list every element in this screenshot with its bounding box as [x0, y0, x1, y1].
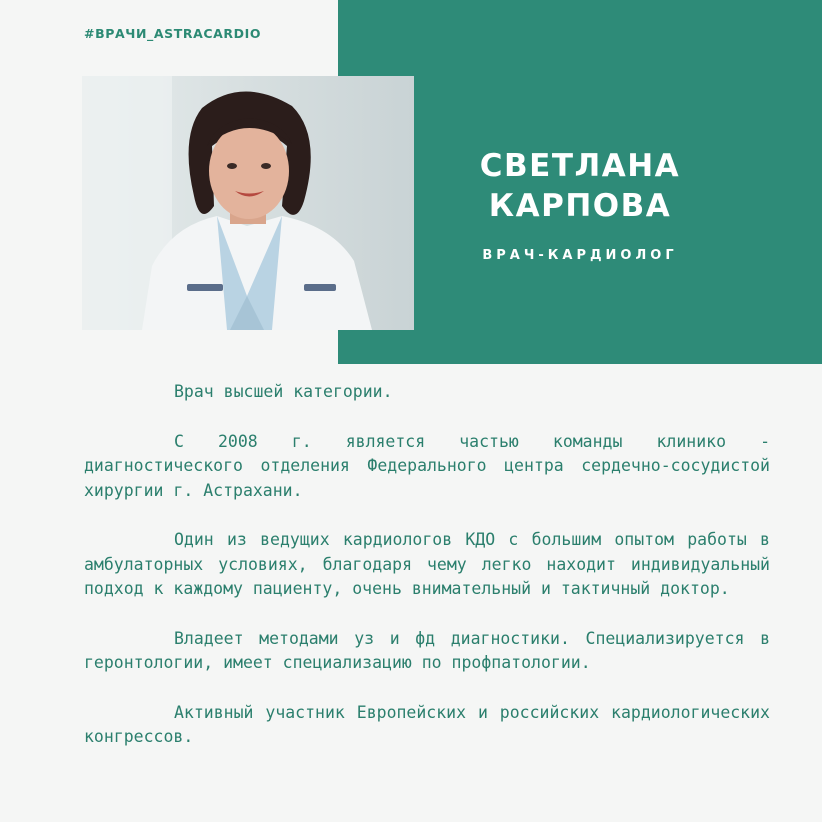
bio-paragraph: Владеет методами уз и фд диагностики. Специализируется в геронтологии, имеет специализацию по профпатологии. — [84, 628, 770, 672]
hashtag-label: #ВРАЧИ_ASTRACARDIO — [84, 26, 262, 41]
doctor-bio — [84, 380, 770, 775]
bio-paragraph: Активный участник Европейских и российских кардиологических конгрессов. — [84, 702, 770, 746]
doctor-last-name: КАРПОВА — [488, 188, 672, 224]
doctor-role: ВРАЧ-КАРДИОЛОГ — [482, 248, 678, 263]
bio-paragraph: Один из ведущих кардиологов КДО с большим опытом работы в амбулаторных условиях, благодаря чему легко находит индивидуальный подход к каждому пациенту, очень внимательный и тактичный доктор. — [84, 530, 770, 598]
doctor-first-name: СВЕТЛАНА — [479, 148, 681, 184]
bio-paragraph: С 2008 г. является частью команды клинико - диагностического отделения Федерального центра сердечно-сосудистой хирургии г. Астрахани. — [84, 431, 770, 500]
bio-paragraph: Врач высшей категории. — [174, 382, 393, 401]
doctor-portrait-illustration — [82, 76, 414, 330]
doctor-photo — [82, 76, 414, 330]
